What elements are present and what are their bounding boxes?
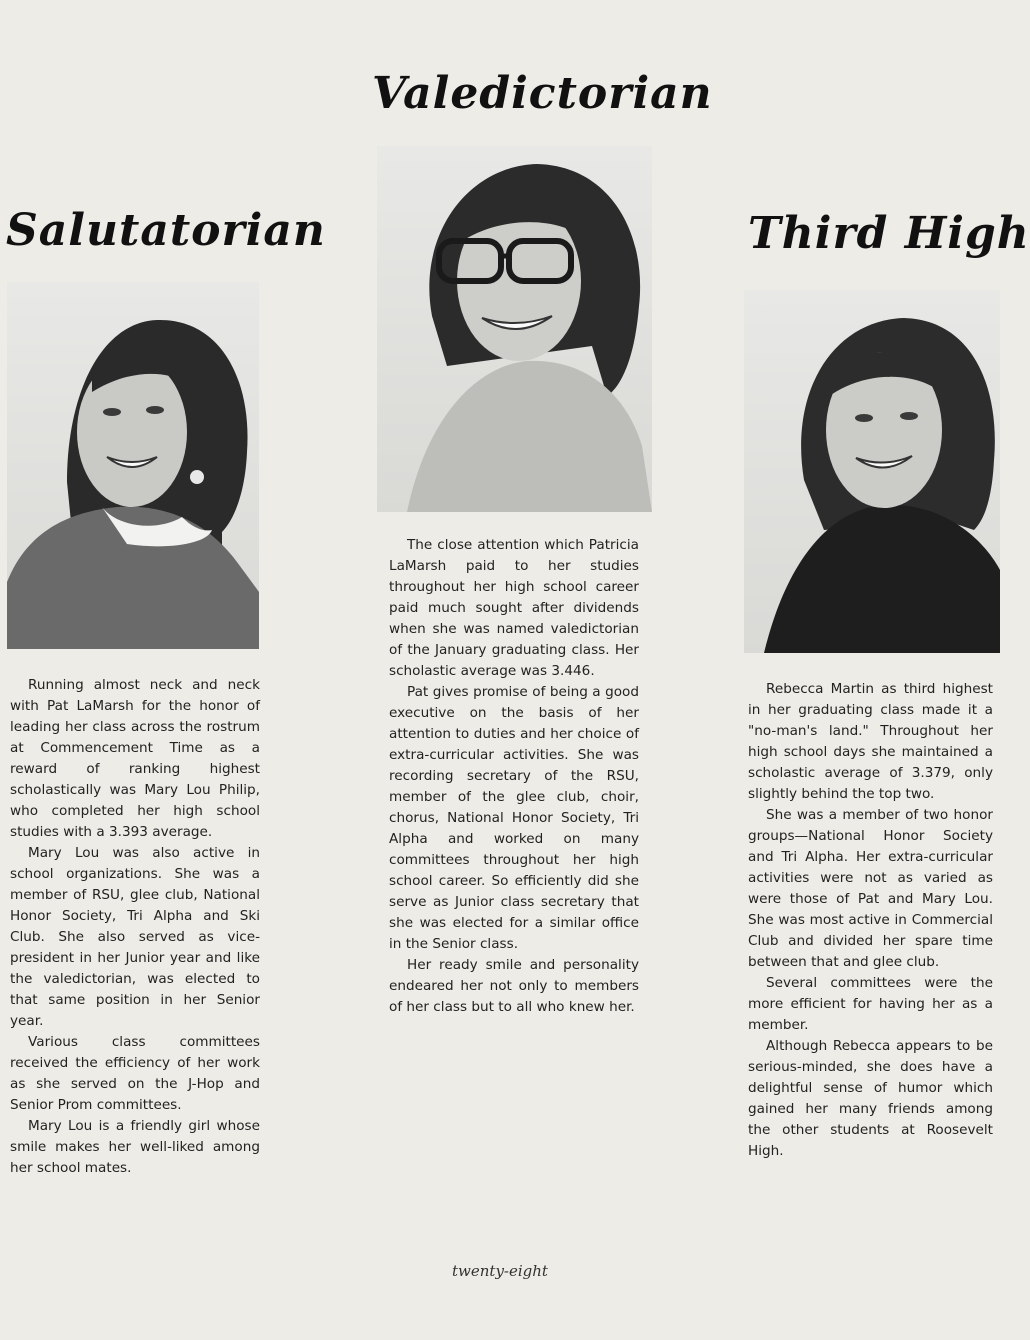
bio-paragraph: Several committees were the more efficient for having her as a member.: [748, 975, 993, 1033]
valedictorian-bio: [389, 535, 639, 1018]
third-high-heading: Third High: [748, 208, 1030, 259]
bio-paragraph: Running almost neck and neck with Pat LaMarsh for the honor of leading her class across the rostrum at Commencement Time as a reward of ranking highest scholastically was Mary Lou Philip, who completed her high school studies with a 3.393 average.: [10, 677, 260, 840]
bio-paragraph: Mary Lou is a friendly girl whose smile makes her well-liked among her school mates.: [10, 1118, 260, 1176]
salutatorian-bio: [10, 675, 260, 1179]
bio-paragraph: Rebecca Martin as third highest in her graduating class made it a "no-man's land." Throughout her high school days she maintained a scholastic average of 3.379, only slightly behind the top two.: [748, 681, 993, 802]
bio-paragraph: Pat gives promise of being a good executive on the basis of her attention to duties and her choice of extra-curricular activities. She was recording secretary of the RSU, member of the glee club, choir, chorus, National Honor Society, Tri Alpha and worked on many committees throughout her high school career. So efficiently did she serve as Junior class secretary that she was elected for a similar office in the Senior class.: [389, 684, 639, 952]
bio-paragraph: Various class committees received the efficiency of her work as she served on the J-Hop and Senior Prom committees.: [10, 1034, 260, 1113]
bio-paragraph: The close attention which Patricia LaMarsh paid to her studies throughout her high school career paid much sought after dividends when she was named valedictorian of the January graduating class. Her scholastic average was 3.446.: [389, 537, 639, 679]
bio-paragraph: She was a member of two honor groups—National Honor Society and Tri Alpha. Her extra-curricular activities were not as varied as were those of Pat and Mary Lou. She was most active in Commercial Club and divided her spare time between that and glee club.: [748, 807, 993, 970]
valedictorian-portrait-photo: [377, 146, 652, 512]
bio-paragraph: Mary Lou was also active in school organizations. She was a member of RSU, glee club, National Honor Society, Tri Alpha and Ski Club. She also served as vice-president in her Junior year and like the valedictorian, was elected to that same position in her Senior year.: [10, 845, 260, 1029]
bio-paragraph: Her ready smile and personality endeared her not only to members of her class but to all who knew her.: [389, 957, 639, 1015]
page-number: twenty-eight: [452, 1262, 548, 1280]
third-high-portrait-photo: [744, 290, 1000, 653]
salutatorian-portrait-photo: [7, 282, 259, 649]
bio-paragraph: Although Rebecca appears to be serious-minded, she does have a delightful sense of humor which gained her many friends among the other students at Roosevelt High.: [748, 1038, 993, 1159]
valedictorian-heading: Valedictorian: [372, 68, 713, 119]
salutatorian-heading: Salutatorian: [6, 205, 326, 256]
third-high-bio: [748, 679, 993, 1162]
